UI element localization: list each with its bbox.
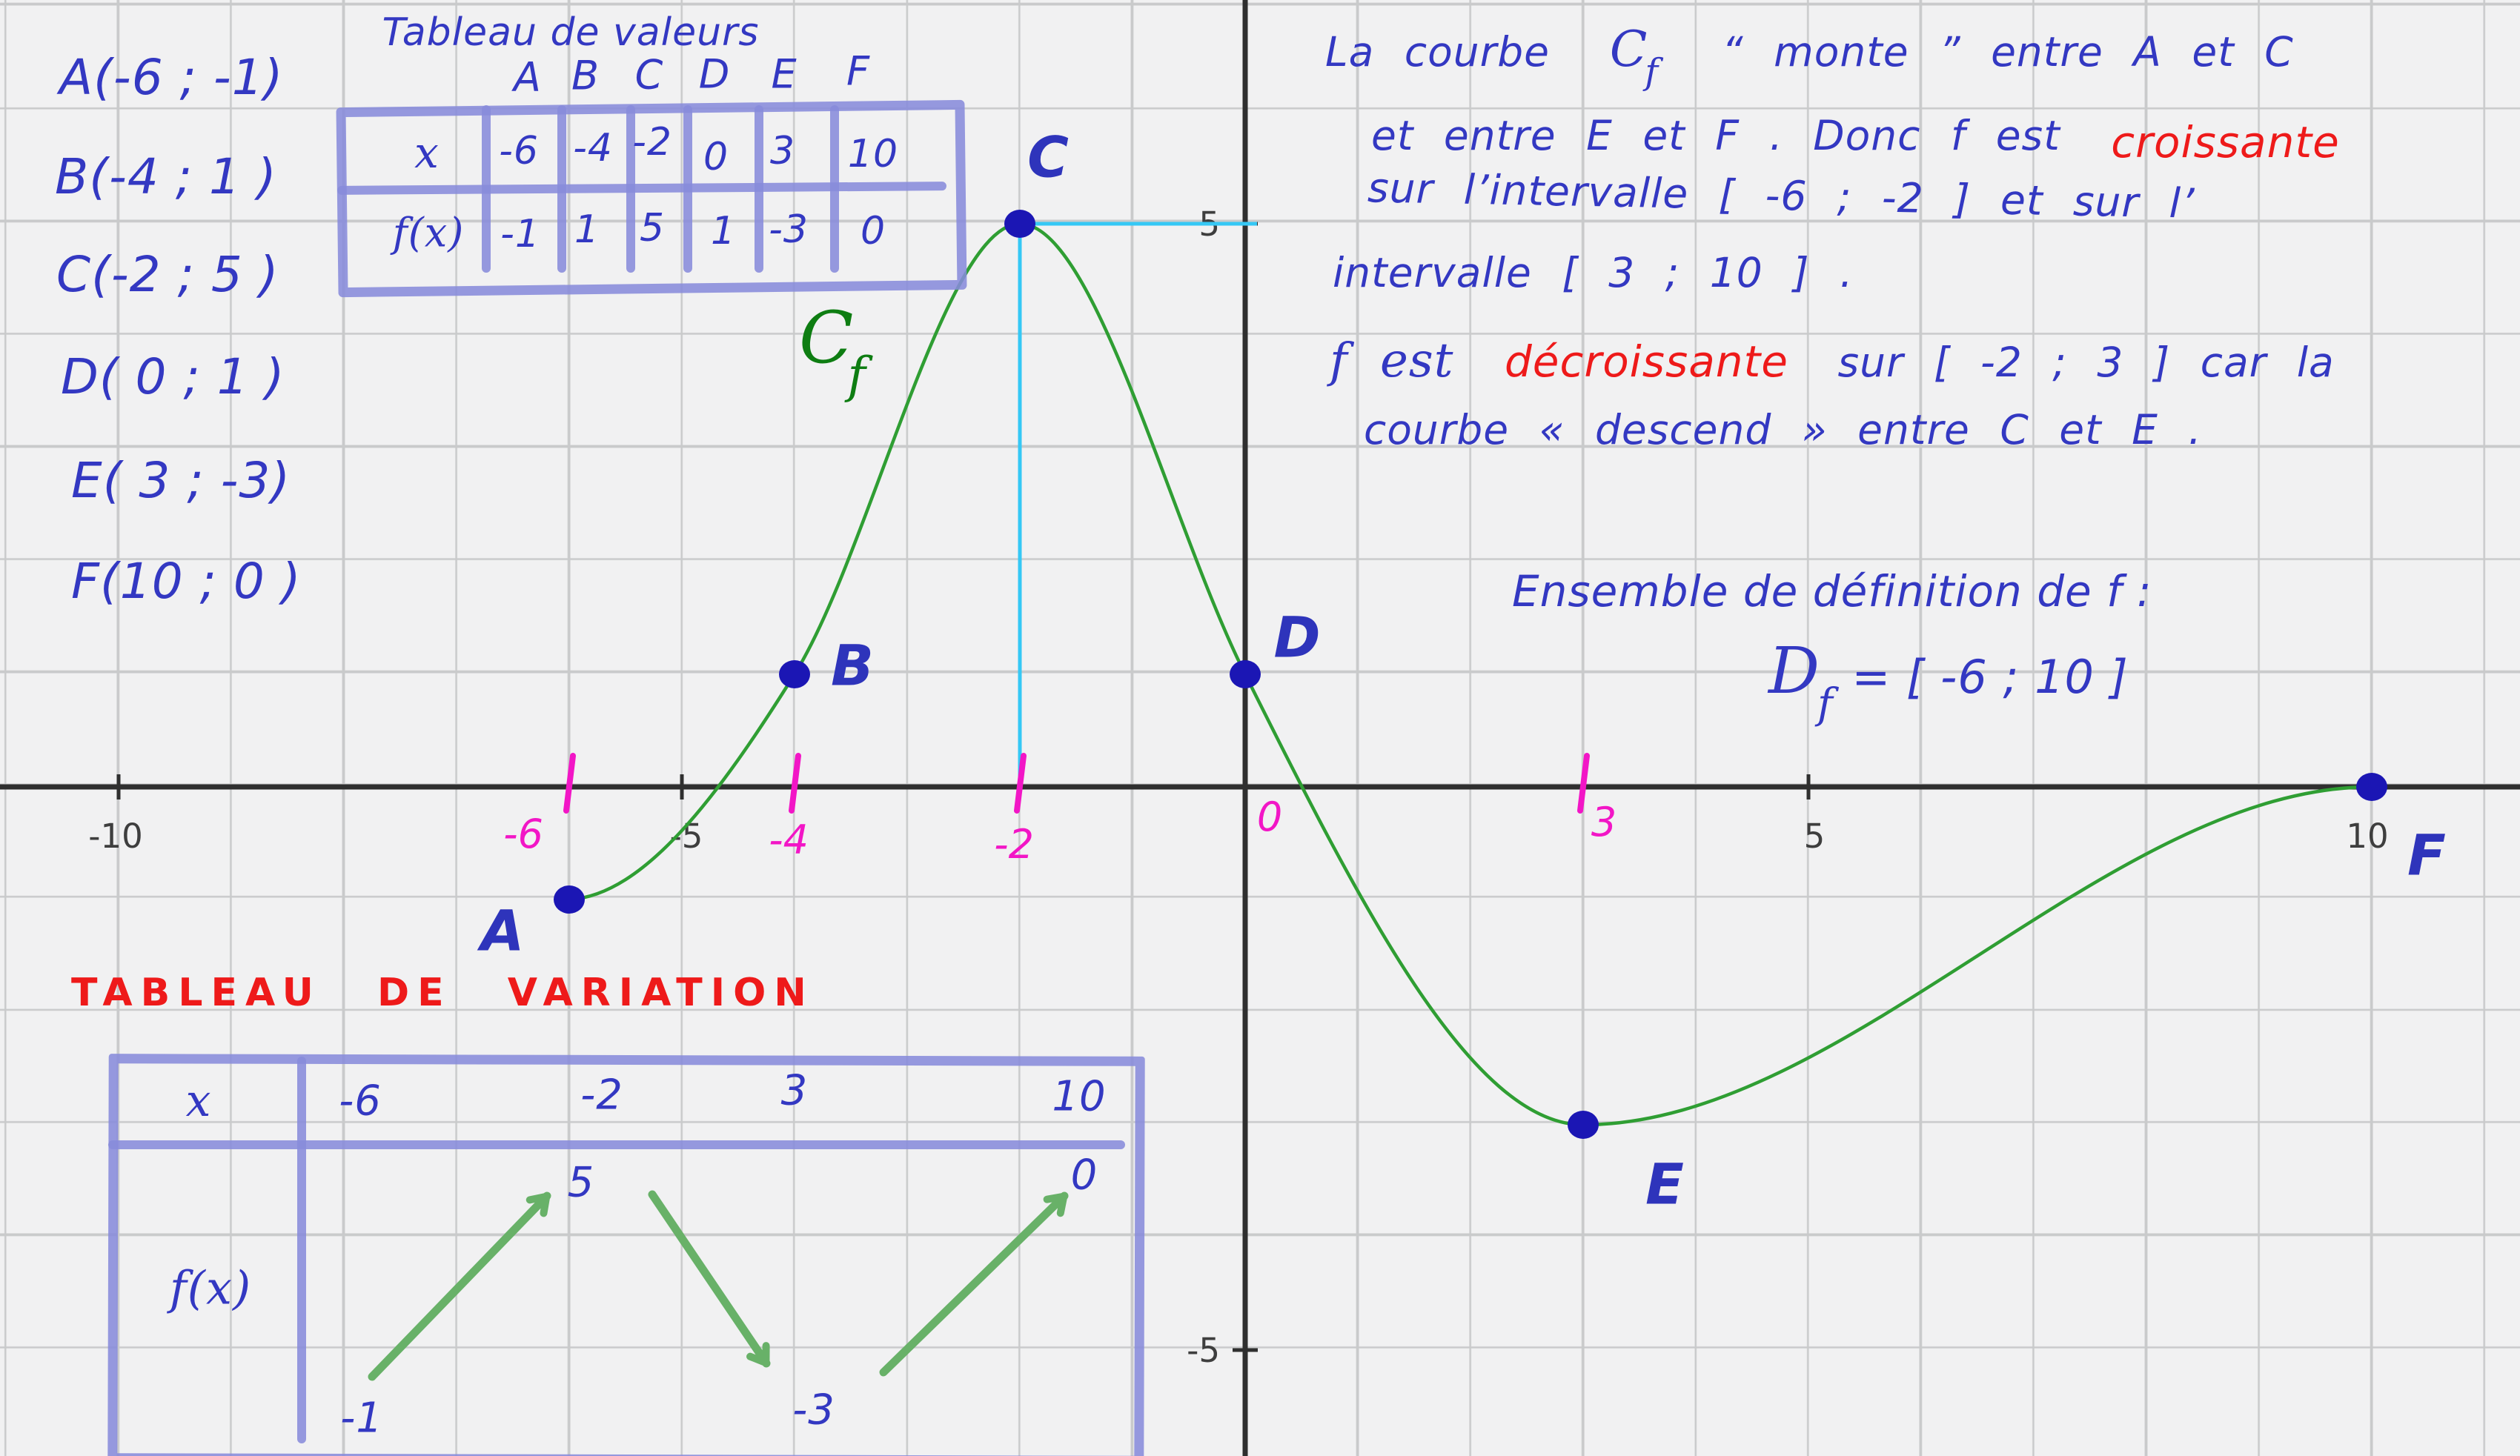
values-table-x-label: x xyxy=(414,127,440,178)
variation-x-value: 3 xyxy=(780,1066,809,1115)
line5-decroissante: décroissante xyxy=(1504,336,1788,387)
values-table-title: Tableau de valeurs xyxy=(382,10,760,55)
hand-tick-label--6: -6 xyxy=(503,811,543,857)
line1-post: “ monte ” entre A et C xyxy=(1722,28,2294,76)
hand-tick-label--4: -4 xyxy=(769,817,809,863)
x-value: -2 xyxy=(632,120,672,164)
domain-definition-title: Ensemble de définition de f : xyxy=(1512,566,2152,616)
cf-main: C xyxy=(1609,21,1648,78)
variation-fx-label: f(x) xyxy=(169,1260,252,1315)
fx-value: 1 xyxy=(574,207,600,252)
variation-x-label: x xyxy=(185,1075,212,1127)
point-label-B: B xyxy=(831,632,874,699)
x-value: -4 xyxy=(573,126,613,170)
variation-f-start: -1 xyxy=(340,1394,383,1443)
coord-F: F(10 ; 0 ) xyxy=(71,553,302,610)
x-tick-label-10: 10 xyxy=(2346,817,2389,856)
df-main: D xyxy=(1768,634,1820,708)
point-label-D: D xyxy=(1273,604,1321,671)
variation-f-min: -3 xyxy=(792,1386,835,1435)
fx-value: 0 xyxy=(860,209,886,253)
line2-pre: et entre E et F . Donc f est xyxy=(1371,112,2060,159)
point-label-C: C xyxy=(1027,124,1069,190)
fx-value: 1 xyxy=(710,209,737,253)
values-table-letter: F xyxy=(846,47,871,95)
coord-B: B(-4 ; 1 ) xyxy=(55,148,277,205)
line1-pre: La courbe xyxy=(1325,28,1550,76)
variation-f-max: 5 xyxy=(567,1158,595,1207)
line5-pre: f est xyxy=(1330,333,1454,388)
arrow-decreasing xyxy=(652,1194,766,1363)
x-value: 10 xyxy=(847,132,899,176)
variation-x-value: -6 xyxy=(339,1077,382,1126)
x-tick-label-5: 5 xyxy=(1803,817,1826,856)
arrow-increasing-2 xyxy=(883,1196,1064,1372)
curve-label-f: f xyxy=(847,347,866,404)
values-table-letter: C xyxy=(634,51,664,99)
curve-label-C: C xyxy=(799,296,854,379)
fx-value: 5 xyxy=(639,206,666,250)
cf-sub: f xyxy=(1645,51,1659,93)
x-value: 0 xyxy=(703,135,729,179)
coord-E: E( 3 ; -3) xyxy=(71,452,291,509)
coord-A: A(-6 ; -1) xyxy=(59,49,284,106)
point-label-E: E xyxy=(1645,1151,1684,1217)
df-rest: = [ -6 ; 10 ] xyxy=(1836,650,2129,704)
arrow-increasing-1 xyxy=(372,1196,547,1377)
variation-x-value: -2 xyxy=(580,1071,623,1120)
variation-table-title: TABLEAU DE VARIATION xyxy=(71,971,815,1015)
values-table-letter: D xyxy=(698,50,731,98)
x-value: -6 xyxy=(499,129,539,173)
point-label-F: F xyxy=(2407,822,2446,888)
values-table-letter: E xyxy=(771,50,798,98)
hand-tick-label--2: -2 xyxy=(994,821,1034,868)
coord-C: C(-2 ; 5 ) xyxy=(56,246,279,303)
line2-croissante: croissante xyxy=(2111,117,2340,167)
hand-tick-label-3: 3 xyxy=(1591,799,1617,845)
fx-value: -3 xyxy=(769,207,809,252)
values-table-fx-label: f(x) xyxy=(392,209,465,256)
x-value: 3 xyxy=(769,129,796,173)
fx-value: -1 xyxy=(500,212,540,256)
point-label-A: A xyxy=(480,897,525,964)
y-tick-label-5: 5 xyxy=(1198,205,1220,244)
variation-f-end: 0 xyxy=(1070,1151,1098,1200)
values-table-letter: A xyxy=(514,53,542,101)
variation-x-value: 10 xyxy=(1052,1072,1107,1121)
x-tick-label--10: -10 xyxy=(88,817,143,856)
line5-post: sur [ -2 ; 3 ] car la xyxy=(1837,339,2335,386)
annotation-line-6: courbe « descend » entre C et E . xyxy=(1364,406,2202,453)
annotation-line-3: sur l’intervalle [ -6 ; -2 ] et sur l’ xyxy=(1367,164,2195,227)
y-tick-label--5: -5 xyxy=(1187,1331,1220,1370)
coord-D: D( 0 ; 1 ) xyxy=(61,348,285,405)
df-sub: f xyxy=(1817,680,1834,728)
values-table-letter: B xyxy=(571,52,600,99)
hand-tick-label-0: 0 xyxy=(1256,794,1283,840)
annotation-line-4: intervalle [ 3 ; 10 ] . xyxy=(1333,249,1854,296)
x-tick-label--5: -5 xyxy=(669,817,703,856)
